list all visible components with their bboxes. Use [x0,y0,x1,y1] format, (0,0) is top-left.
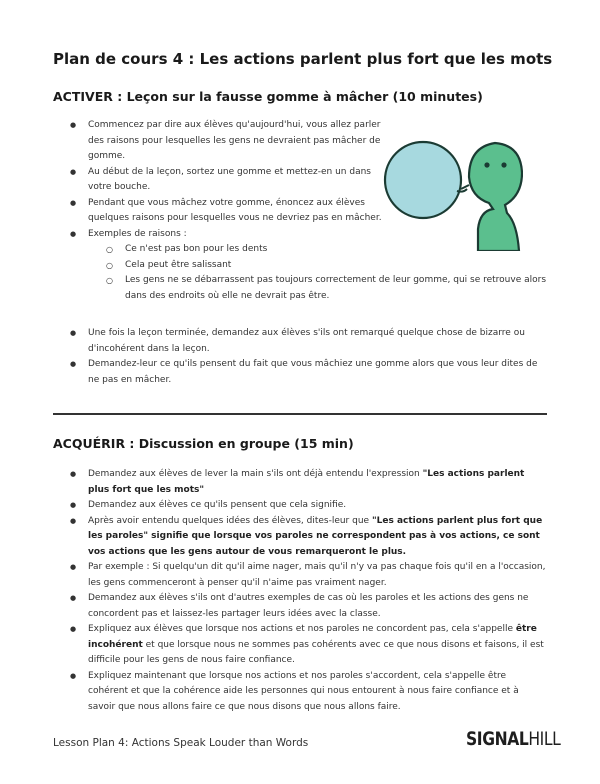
figure-eye [501,162,506,167]
list-item: ● Pendant que vous mâchez votre gomme, énoncez aux élèves quelques raisons pour lesquelles vous ne devriez pas en mâcher. [53,196,383,227]
activer-list [53,118,547,304]
list-text: Demandez aux élèves de lever la main s'ils ont déjà entendu l'expression [88,469,423,479]
activer-heading: ACTIVER : Leçon sur la fausse gomme à mâcher (10 minutes) [53,89,483,104]
bubble-gum-illustration [383,133,523,251]
list-item: ● Par exemple : Si quelqu'un dit qu'il aime nager, mais qu'il n'y va pas chaque fois qu'il en a l'occasion, les gens commenceront à penser qu'il n'aime pas vraiment nager. [53,560,547,591]
list-item [53,514,547,561]
acquerir-heading: ACQUÉRIR : Discussion en groupe (15 min) [53,436,354,451]
list-item [53,467,547,498]
reasons-list [88,242,553,304]
section-divider [53,413,547,415]
list-item: ● Demandez-leur ce qu'ils pensent du fait que vous mâchiez une gomme alors que vous leur dites de ne pas en mâcher. [53,357,545,388]
sub-list-item: ○ Ce n'est pas bon pour les dents [88,242,553,258]
sub-list-item: ○ Cela peut être salissant [88,258,553,274]
definition-bold: "Les actions parlent plus fort que les paroles" signifie que lorsque vos paroles ne correspondent pas à vos actions, ce sont vos actions que les gens autour de vous remarqueront le plus. [88,515,543,557]
figure-shape [469,143,522,251]
list-item: ● Commencez par dire aux élèves qu'aujourd'hui, vous allez parler des raisons pour lesquelles les gens ne devraient pas mâcher de gomme. [53,118,383,165]
footer-text: Lesson Plan 4: Actions Speak Louder than Words [53,737,309,749]
activer-followup-list [53,326,545,388]
list-item: ● Demandez aux élèves s'ils ont d'autres exemples de cas où les paroles et les actions des gens ne concordent pas et laissez-les partager leurs idées avec la classe. [53,591,547,622]
list-item: ● Expliquez maintenant que lorsque nos actions et nos paroles s'accordent, cela s'appelle être cohérent et que la cohérence aide les personnes qui nous entourent à nous faire confiance et à savoir que nous allons faire ce que nous disons que nous allons faire. [53,669,547,716]
expression-bold: "Les actions parlent plus fort que les mots" [88,469,525,495]
figure-mouth [461,185,469,189]
list-text: Après avoir entendu quelques idées des élèves, dites-leur que [88,515,372,526]
list-item: ● Une fois la leçon terminée, demandez aux élèves s'ils ont remarqué quelque chose de bizarre ou d'incohérent dans la leçon. [53,326,545,357]
logo-hill: HILL [528,728,561,750]
list-item [53,622,547,669]
page-title: Plan de cours 4 : Les actions parlent plus fort que les mots [53,50,553,68]
list-item: ● Demandez aux élèves ce qu'ils pensent que cela signifie. [53,498,547,514]
logo-signal: SIGNAL [466,728,529,750]
list-item [53,227,547,305]
list-item-label: Exemples de raisons : [88,228,187,239]
figure-eye [484,162,489,167]
term-bold: être incohérent [88,624,537,650]
list-text: et que lorsque nous ne sommes pas cohérents avec ce que nous disons et faisons, il est difficile pour les gens de nous faire confiance. [88,639,544,665]
sub-list-item: ○ Les gens ne se débarrassent pas toujours correctement de leur gomme, qui se retrouve alors dans des endroits où elle ne devrait pas être. [88,273,553,304]
list-item: ● Au début de la leçon, sortez une gomme et mettez-en un dans votre bouche. [53,165,383,196]
acquerir-list [53,467,547,715]
bubble-shape [385,142,461,218]
list-text: Expliquez aux élèves que lorsque nos actions et nos paroles ne concordent pas, cela s'appelle [88,624,516,634]
signalhill-logo [466,728,560,750]
